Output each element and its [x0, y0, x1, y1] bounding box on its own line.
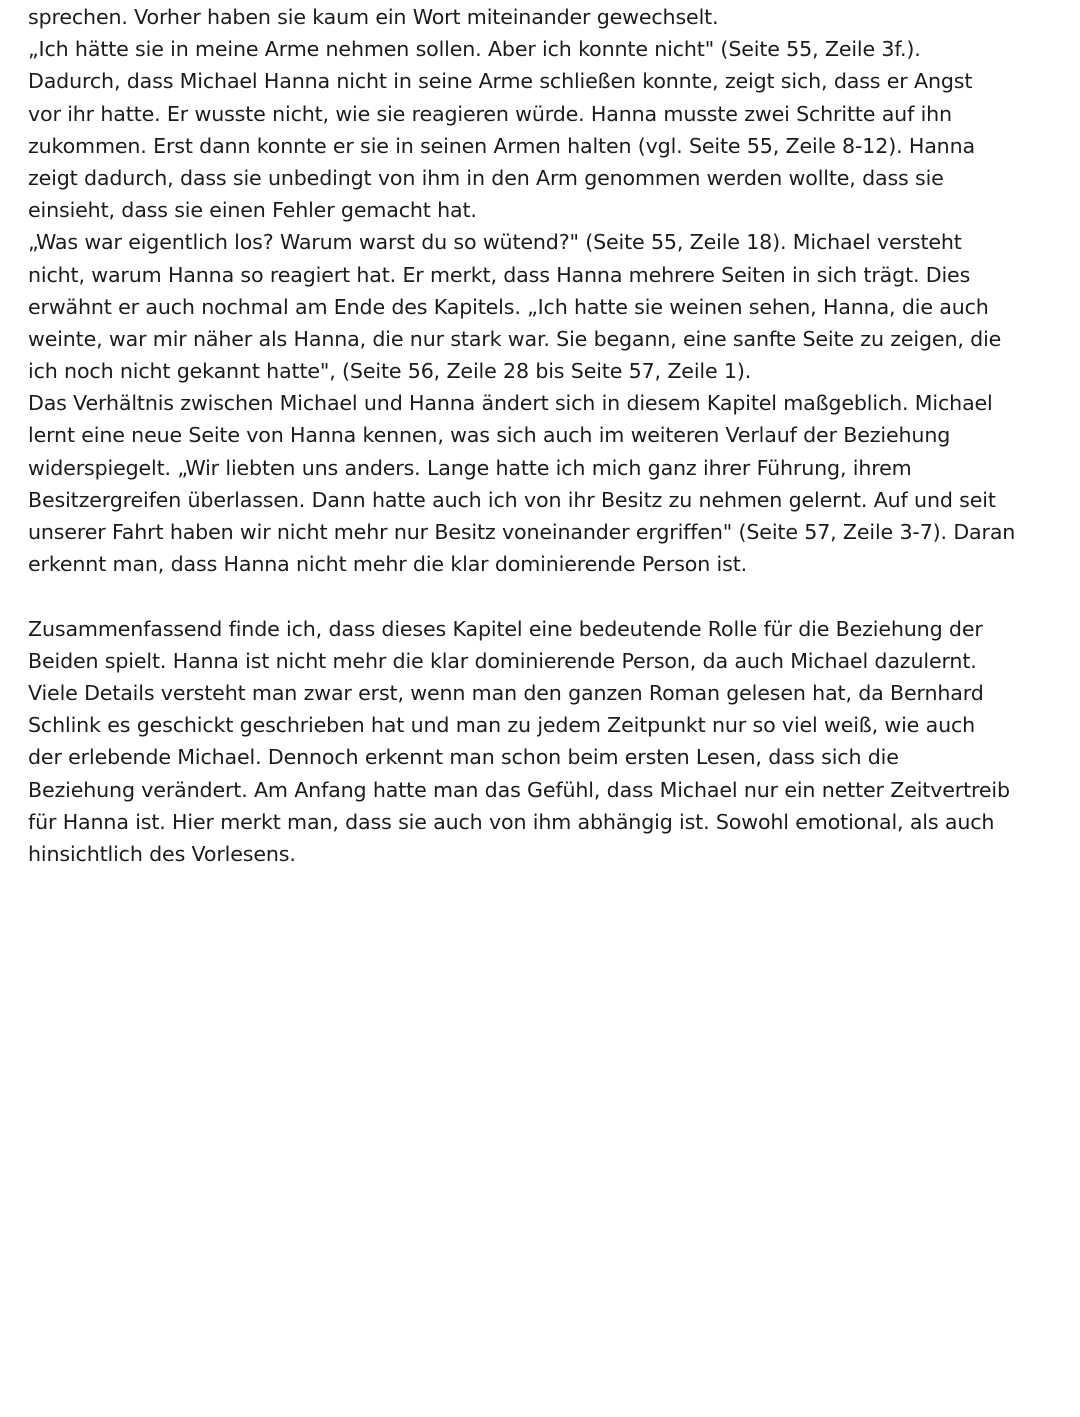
text-line: „Was war eigentlich los? Warum warst du so wütend?" (Seite 55, Zeile 18). Michael versteht	[28, 230, 962, 255]
text-line: nicht, warum Hanna so reagiert hat. Er merkt, dass Hanna mehrere Seiten in sich trägt. Dies	[28, 262, 971, 287]
text-line: ich noch nicht gekannt hatte", (Seite 56, Zeile 28 bis Seite 57, Zeile 1).	[28, 359, 752, 384]
text-line: Dadurch, dass Michael Hanna nicht in seine Arme schließen konnte, zeigt sich, dass er Angst	[28, 69, 973, 94]
text-line: Das Verhältnis zwischen Michael und Hanna ändert sich in diesem Kapitel maßgeblich. Michael	[28, 391, 993, 416]
text-line: vor ihr hatte. Er wusste nicht, wie sie reagieren würde. Hanna musste zwei Schritte auf ihn	[28, 101, 952, 126]
text-line: Beiden spielt. Hanna ist nicht mehr die klar dominierende Person, da auch Michael dazulernt.	[28, 648, 977, 673]
text-line: einsieht, dass sie einen Fehler gemacht hat.	[28, 198, 477, 223]
text-line: Zusammenfassend finde ich, dass dieses Kapitel eine bedeutende Rolle für die Beziehung der	[28, 616, 983, 641]
text-line: sprechen. Vorher haben sie kaum ein Wort miteinander gewechselt.	[28, 5, 719, 29]
paragraph-verhaeltnis	[28, 387, 1064, 580]
text-line: zukommen. Erst dann konnte er sie in seinen Armen halten (vgl. Seite 55, Zeile 8-12). Hanna	[28, 133, 975, 158]
text-line: erkennt man, dass Hanna nicht mehr die klar dominierende Person ist.	[28, 552, 748, 577]
text-line: Beziehung verändert. Am Anfang hatte man das Gefühl, dass Michael nur ein netter Zeitvertreib	[28, 777, 1010, 802]
document-page	[28, 1, 1064, 870]
text-line: Viele Details versteht man zwar erst, wenn man den ganzen Roman gelesen hat, da Bernhard	[28, 680, 984, 705]
text-line: weinte, war mir näher als Hanna, die nur stark war. Sie begann, eine sanfte Seite zu zeigen, die	[28, 326, 1002, 351]
text-line: unserer Fahrt haben wir nicht mehr nur Besitz voneinander ergriffen" (Seite 57, Zeile 3-7). Daran	[28, 520, 1016, 544]
text-line: lernt eine neue Seite von Hanna kennen, was sich auch im weiteren Verlauf der Beziehung	[28, 423, 951, 448]
paragraph-spacer	[28, 580, 1064, 612]
text-line: der erlebende Michael. Dennoch erkennt man schon beim ersten Lesen, dass sich die	[28, 745, 899, 770]
text-line: für Hanna ist. Hier merkt man, dass sie auch von ihm abhängig ist. Sowohl emotional, als auch	[28, 809, 995, 834]
paragraph-summary	[28, 613, 1064, 871]
text-line: zeigt dadurch, dass sie unbedingt von ihm in den Arm genommen werden wollte, dass sie	[28, 165, 944, 190]
text-line: Schlink es geschickt geschrieben hat und man zu jedem Zeitpunkt nur so viel weiß, wie auch	[28, 713, 976, 738]
text-line: Besitzergreifen überlassen. Dann hatte auch ich von ihr Besitz zu nehmen gelernt. Auf und seit	[28, 487, 996, 512]
text-line: widerspiegelt. „Wir liebten uns anders. Lange hatte ich mich ganz ihrer Führung, ihrem	[28, 455, 912, 480]
paragraph-arme	[28, 33, 1064, 226]
paragraph-intro-end	[28, 1, 1064, 33]
text-line: hinsichtlich des Vorlesens.	[28, 841, 296, 866]
text-line: erwähnt er auch nochmal am Ende des Kapitels. „Ich hatte sie weinen sehen, Hanna, die auch	[28, 294, 989, 319]
paragraph-wuetend	[28, 226, 1064, 387]
text-line: „Ich hätte sie in meine Arme nehmen sollen. Aber ich konnte nicht" (Seite 55, Zeile 3f.).	[28, 37, 921, 62]
